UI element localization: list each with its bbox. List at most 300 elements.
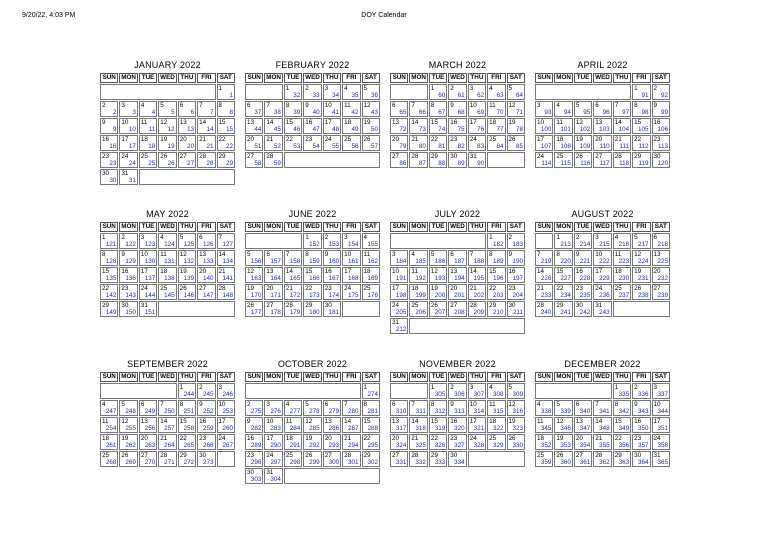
day-number: 31 bbox=[140, 302, 148, 309]
day-cell bbox=[507, 101, 525, 117]
day-number: 8 bbox=[363, 401, 368, 408]
day-number: 10 bbox=[392, 268, 400, 275]
day-number: 21 bbox=[160, 435, 168, 442]
day-number: 26 bbox=[430, 302, 438, 309]
day-cell bbox=[119, 301, 137, 317]
day-number: 9 bbox=[653, 102, 658, 109]
week-row bbox=[535, 267, 670, 283]
day-number: 17 bbox=[653, 418, 661, 425]
day-number: 10 bbox=[324, 102, 332, 109]
day-of-year: 298 bbox=[289, 459, 301, 466]
day-of-year: 232 bbox=[657, 275, 668, 282]
day-of-year: 113 bbox=[657, 143, 668, 150]
month-title: DECEMBER 2022 bbox=[564, 359, 641, 369]
day-of-year: 251 bbox=[183, 408, 195, 415]
day-cell bbox=[178, 383, 196, 399]
weekday-header: WED bbox=[595, 74, 610, 81]
day-cell bbox=[507, 118, 525, 134]
day-cell bbox=[652, 118, 670, 134]
day-cell bbox=[429, 301, 447, 317]
day-number: 16 bbox=[450, 119, 458, 126]
weekday-header: FRI bbox=[632, 372, 650, 382]
day-of-year: 148 bbox=[222, 292, 233, 299]
day-of-year: 312 bbox=[434, 408, 446, 415]
day-of-year: 102 bbox=[579, 126, 591, 133]
day-cell bbox=[429, 383, 447, 399]
day-of-year: 304 bbox=[270, 476, 281, 483]
day-cell bbox=[429, 118, 447, 134]
day-number: 21 bbox=[266, 136, 274, 143]
day-of-year: 277 bbox=[289, 408, 301, 415]
day-of-year: 190 bbox=[512, 258, 523, 265]
day-of-year: 275 bbox=[250, 408, 262, 415]
day-number: 13 bbox=[266, 268, 274, 275]
month-calendar bbox=[534, 59, 671, 169]
week-row bbox=[245, 417, 380, 433]
day-cell bbox=[139, 101, 157, 117]
day-number: 18 bbox=[537, 435, 545, 442]
day-of-year: 97 bbox=[622, 109, 630, 116]
day-of-year: 184 bbox=[395, 258, 407, 265]
day-number: 19 bbox=[430, 285, 438, 292]
day-of-year: 356 bbox=[618, 442, 630, 449]
day-of-year: 53 bbox=[293, 143, 301, 150]
day-of-year: 214 bbox=[579, 241, 591, 248]
day-of-year: 32 bbox=[293, 92, 301, 99]
weekday-header: MON bbox=[556, 74, 571, 81]
day-of-year: 196 bbox=[493, 275, 504, 282]
day-cell bbox=[632, 84, 650, 100]
day-cell bbox=[197, 152, 215, 168]
week-row bbox=[245, 135, 380, 151]
day-number: 1 bbox=[430, 85, 435, 92]
day-of-year: 15 bbox=[225, 126, 233, 133]
day-of-year: 136 bbox=[125, 275, 136, 282]
day-number: 1 bbox=[430, 384, 435, 391]
day-number: 3 bbox=[324, 85, 329, 92]
day-of-year: 347 bbox=[579, 425, 591, 432]
day-cell bbox=[448, 284, 466, 300]
day-of-year: 128 bbox=[105, 258, 117, 265]
day-of-year: 269 bbox=[125, 459, 136, 466]
day-of-year: 314 bbox=[473, 408, 485, 415]
day-number: 15 bbox=[218, 119, 226, 126]
day-of-year: 180 bbox=[309, 309, 320, 316]
day-cell bbox=[284, 250, 302, 266]
weekday-header: WED bbox=[595, 223, 610, 230]
day-of-year: 354 bbox=[579, 442, 591, 449]
day-number: 6 bbox=[653, 234, 658, 241]
day-cell bbox=[574, 233, 592, 249]
day-cell bbox=[409, 267, 427, 283]
day-cell bbox=[303, 84, 321, 100]
week-row bbox=[100, 301, 235, 317]
day-of-year: 210 bbox=[493, 309, 504, 316]
day-cell bbox=[284, 400, 302, 416]
day-number: 26 bbox=[556, 452, 564, 459]
day-of-year: 194 bbox=[454, 275, 465, 282]
day-of-year: 240 bbox=[540, 309, 552, 316]
day-of-year: 355 bbox=[599, 442, 610, 449]
day-cell bbox=[119, 400, 137, 416]
day-of-year: 227 bbox=[560, 275, 571, 282]
day-of-year: 124 bbox=[164, 241, 175, 248]
weekday-header: FRI bbox=[197, 372, 215, 382]
day-number: 27 bbox=[392, 153, 400, 160]
day-of-year: 101 bbox=[560, 126, 571, 133]
day-cell bbox=[448, 135, 466, 151]
day-number: 25 bbox=[363, 285, 371, 292]
day-number: 27 bbox=[450, 302, 458, 309]
day-number: 25 bbox=[489, 136, 497, 143]
day-of-year: 105 bbox=[638, 126, 649, 133]
day-cell bbox=[554, 135, 572, 151]
day-number: 19 bbox=[305, 435, 313, 442]
day-cell bbox=[323, 118, 341, 134]
day-number: 12 bbox=[305, 418, 313, 425]
day-of-year: 215 bbox=[599, 241, 610, 248]
weekday-header: SUN bbox=[390, 222, 408, 232]
day-of-year: 202 bbox=[473, 292, 485, 299]
day-of-year: 353 bbox=[560, 442, 571, 449]
day-of-year: 134 bbox=[222, 258, 233, 265]
weekday-header: SAT bbox=[652, 372, 670, 382]
month-table bbox=[389, 72, 526, 169]
day-of-year: 49 bbox=[351, 126, 359, 133]
day-number: 23 bbox=[634, 435, 642, 442]
day-cell bbox=[245, 468, 263, 484]
weekday-header: SAT bbox=[652, 222, 670, 232]
day-cell bbox=[323, 417, 341, 433]
day-cell bbox=[197, 400, 215, 416]
day-of-year: 14 bbox=[206, 126, 214, 133]
week-row bbox=[245, 233, 380, 249]
day-of-year: 211 bbox=[512, 309, 523, 316]
day-cell bbox=[390, 417, 408, 433]
day-of-year: 235 bbox=[579, 292, 591, 299]
day-of-year: 231 bbox=[638, 275, 649, 282]
weekday-header: THU bbox=[468, 73, 486, 83]
day-cell bbox=[139, 267, 157, 283]
day-cell bbox=[554, 267, 572, 283]
day-cell bbox=[197, 417, 215, 433]
day-number: 28 bbox=[285, 302, 293, 309]
week-row bbox=[100, 169, 235, 185]
day-number: 14 bbox=[160, 418, 168, 425]
day-number: 14 bbox=[595, 418, 603, 425]
day-of-year: 259 bbox=[203, 425, 214, 432]
day-number: 17 bbox=[140, 268, 148, 275]
day-of-year: 57 bbox=[370, 143, 378, 150]
day-cell bbox=[593, 101, 611, 117]
day-number: 11 bbox=[537, 418, 544, 425]
day-cell bbox=[409, 101, 427, 117]
day-number: 11 bbox=[102, 418, 109, 425]
day-cell bbox=[178, 152, 196, 168]
day-cell bbox=[100, 451, 118, 467]
day-cell bbox=[139, 118, 157, 134]
day-cell bbox=[409, 284, 427, 300]
day-cell bbox=[284, 267, 302, 283]
day-cell bbox=[100, 250, 118, 266]
weekday-header: FRI bbox=[487, 372, 505, 382]
day-number: 23 bbox=[247, 452, 255, 459]
month-table bbox=[534, 221, 671, 318]
day-cell bbox=[284, 301, 302, 317]
weekday-header: THU bbox=[323, 222, 341, 232]
day-number: 3 bbox=[469, 384, 474, 391]
day-number: 9 bbox=[508, 251, 513, 258]
day-number: 19 bbox=[508, 119, 516, 126]
day-cell bbox=[390, 284, 408, 300]
day-of-year: 119 bbox=[638, 160, 649, 167]
day-cell bbox=[652, 250, 670, 266]
day-number: 6 bbox=[392, 102, 396, 109]
day-number: 29 bbox=[430, 452, 438, 459]
day-cell bbox=[264, 301, 282, 317]
day-cell bbox=[284, 84, 302, 100]
day-number: 24 bbox=[392, 302, 400, 309]
empty-cell bbox=[409, 318, 525, 334]
day-number: 30 bbox=[450, 153, 458, 160]
day-cell bbox=[487, 233, 505, 249]
day-cell bbox=[362, 135, 380, 151]
week-row bbox=[100, 84, 235, 100]
day-cell bbox=[487, 434, 505, 450]
day-of-year: 45 bbox=[273, 126, 281, 133]
day-number: 28 bbox=[218, 285, 226, 292]
day-number: 18 bbox=[140, 136, 148, 143]
day-number: 29 bbox=[489, 302, 497, 309]
day-number: 6 bbox=[392, 401, 396, 408]
empty-cell bbox=[217, 451, 235, 467]
week-row bbox=[100, 101, 235, 117]
day-number: 16 bbox=[247, 435, 255, 442]
day-cell bbox=[217, 233, 235, 249]
day-number: 8 bbox=[614, 401, 619, 408]
page-title: DOY Calendar bbox=[361, 12, 407, 19]
day-number: 29 bbox=[634, 153, 642, 160]
day-number: 25 bbox=[285, 452, 293, 459]
day-cell bbox=[632, 451, 650, 467]
day-of-year: 201 bbox=[454, 292, 465, 299]
day-cell bbox=[652, 233, 670, 249]
day-cell bbox=[303, 301, 321, 317]
week-row bbox=[535, 101, 670, 117]
day-cell bbox=[284, 101, 302, 117]
day-of-year: 98 bbox=[641, 109, 649, 116]
day-cell bbox=[245, 284, 263, 300]
day-cell bbox=[448, 301, 466, 317]
day-cell bbox=[284, 135, 302, 151]
day-of-year: 358 bbox=[657, 442, 668, 449]
day-cell bbox=[390, 250, 408, 266]
day-number: 20 bbox=[392, 435, 400, 442]
day-cell bbox=[632, 233, 650, 249]
day-number: 17 bbox=[266, 435, 274, 442]
day-of-year: 262 bbox=[125, 442, 136, 449]
day-of-year: 195 bbox=[473, 275, 485, 282]
day-number: 15 bbox=[614, 418, 622, 425]
day-number: 7 bbox=[199, 102, 203, 109]
day-of-year: 264 bbox=[164, 442, 175, 449]
month-title: OCTOBER 2022 bbox=[277, 359, 348, 369]
day-number: 19 bbox=[121, 435, 129, 442]
day-number: 10 bbox=[140, 251, 148, 258]
day-cell bbox=[303, 101, 321, 117]
day-of-year: 207 bbox=[434, 309, 446, 316]
day-number: 23 bbox=[102, 153, 110, 160]
day-cell bbox=[217, 434, 235, 450]
day-number: 12 bbox=[634, 251, 642, 258]
day-cell bbox=[554, 152, 572, 168]
day-cell bbox=[487, 250, 505, 266]
day-of-year: 179 bbox=[289, 309, 301, 316]
day-cell bbox=[217, 267, 235, 283]
day-number: 30 bbox=[634, 452, 642, 459]
day-of-year: 348 bbox=[599, 425, 610, 432]
day-number: 28 bbox=[266, 153, 274, 160]
day-number: 5 bbox=[508, 384, 513, 391]
day-number: 25 bbox=[344, 136, 352, 143]
day-cell bbox=[507, 250, 525, 266]
day-cell bbox=[613, 451, 631, 467]
day-cell bbox=[303, 451, 321, 467]
day-number: 28 bbox=[614, 153, 622, 160]
day-number: 17 bbox=[324, 119, 332, 126]
day-number: 14 bbox=[344, 418, 352, 425]
day-of-year: 37 bbox=[254, 109, 262, 116]
day-cell bbox=[468, 383, 486, 399]
weekday-header: WED bbox=[160, 373, 175, 380]
weekday-header: THU bbox=[178, 222, 196, 232]
day-of-year: 39 bbox=[293, 109, 301, 116]
day-of-year: 332 bbox=[415, 459, 426, 466]
day-of-year: 219 bbox=[540, 258, 552, 265]
day-cell bbox=[323, 451, 341, 467]
day-cell bbox=[574, 284, 592, 300]
weekday-header: MON bbox=[266, 373, 281, 380]
day-of-year: 191 bbox=[395, 275, 407, 282]
empty-cell bbox=[245, 233, 302, 249]
day-number: 30 bbox=[199, 452, 207, 459]
day-number: 21 bbox=[595, 435, 603, 442]
day-cell bbox=[303, 135, 321, 151]
day-of-year: 218 bbox=[657, 241, 668, 248]
day-cell bbox=[409, 451, 427, 467]
week-row bbox=[535, 135, 670, 151]
month-title: FEBRUARY 2022 bbox=[275, 60, 350, 70]
day-of-year: 309 bbox=[512, 391, 523, 398]
day-cell bbox=[100, 135, 118, 151]
day-cell bbox=[632, 267, 650, 283]
day-of-year: 271 bbox=[164, 459, 175, 466]
day-cell bbox=[178, 417, 196, 433]
day-number: 11 bbox=[489, 401, 496, 408]
week-row bbox=[390, 267, 525, 283]
day-number: 14 bbox=[411, 119, 419, 126]
day-cell bbox=[487, 101, 505, 117]
day-cell bbox=[323, 400, 341, 416]
day-cell bbox=[468, 118, 486, 134]
weekday-header: WED bbox=[160, 74, 175, 81]
day-of-year: 315 bbox=[493, 408, 504, 415]
day-of-year: 7 bbox=[210, 109, 214, 116]
weekday-header: TUE bbox=[429, 73, 447, 83]
day-cell bbox=[652, 417, 670, 433]
day-of-year: 34 bbox=[332, 92, 340, 99]
week-row bbox=[390, 101, 525, 117]
day-of-year: 276 bbox=[270, 408, 281, 415]
day-cell bbox=[362, 417, 380, 433]
day-number: 19 bbox=[556, 435, 564, 442]
day-number: 12 bbox=[508, 102, 516, 109]
day-cell bbox=[429, 284, 447, 300]
weekday-header: SUN bbox=[390, 372, 408, 382]
day-of-year: 296 bbox=[250, 459, 262, 466]
day-cell bbox=[158, 118, 176, 134]
day-of-year: 266 bbox=[203, 442, 214, 449]
week-row bbox=[390, 417, 525, 433]
day-of-year: 288 bbox=[367, 425, 378, 432]
day-number: 20 bbox=[247, 136, 255, 143]
day-cell bbox=[507, 301, 525, 317]
day-of-year: 327 bbox=[454, 442, 465, 449]
day-cell bbox=[119, 250, 137, 266]
day-of-year: 85 bbox=[515, 143, 523, 150]
day-of-year: 42 bbox=[351, 109, 359, 116]
day-number: 3 bbox=[140, 234, 145, 241]
day-cell bbox=[119, 434, 137, 450]
day-of-year: 212 bbox=[395, 326, 407, 333]
day-of-year: 333 bbox=[434, 459, 446, 466]
day-cell bbox=[100, 118, 118, 134]
day-of-year: 144 bbox=[144, 292, 156, 299]
day-cell bbox=[264, 468, 282, 484]
day-number: 22 bbox=[218, 136, 226, 143]
month-table bbox=[534, 72, 671, 169]
day-cell bbox=[178, 400, 196, 416]
day-number: 30 bbox=[247, 469, 255, 476]
day-cell bbox=[139, 135, 157, 151]
day-of-year: 11 bbox=[148, 126, 156, 133]
day-number: 19 bbox=[160, 136, 168, 143]
day-cell bbox=[429, 400, 447, 416]
day-cell bbox=[574, 250, 592, 266]
day-of-year: 63 bbox=[496, 92, 504, 99]
day-of-year: 245 bbox=[203, 391, 214, 398]
month-table bbox=[389, 221, 526, 335]
day-number: 3 bbox=[121, 102, 125, 109]
day-number: 2 bbox=[653, 85, 658, 92]
day-of-year: 159 bbox=[309, 258, 320, 265]
day-of-year: 112 bbox=[638, 143, 649, 150]
day-cell bbox=[178, 118, 196, 134]
day-of-year: 344 bbox=[657, 408, 668, 415]
day-number: 6 bbox=[266, 251, 270, 258]
day-of-year: 104 bbox=[618, 126, 630, 133]
day-number: 3 bbox=[653, 384, 658, 391]
week-row bbox=[245, 152, 380, 168]
day-of-year: 27 bbox=[187, 160, 195, 167]
day-cell bbox=[632, 118, 650, 134]
day-number: 2 bbox=[575, 234, 580, 241]
day-of-year: 169 bbox=[367, 275, 378, 282]
day-number: 23 bbox=[653, 136, 661, 143]
day-number: 15 bbox=[556, 268, 564, 275]
day-number: 29 bbox=[430, 153, 438, 160]
day-number: 13 bbox=[575, 418, 583, 425]
